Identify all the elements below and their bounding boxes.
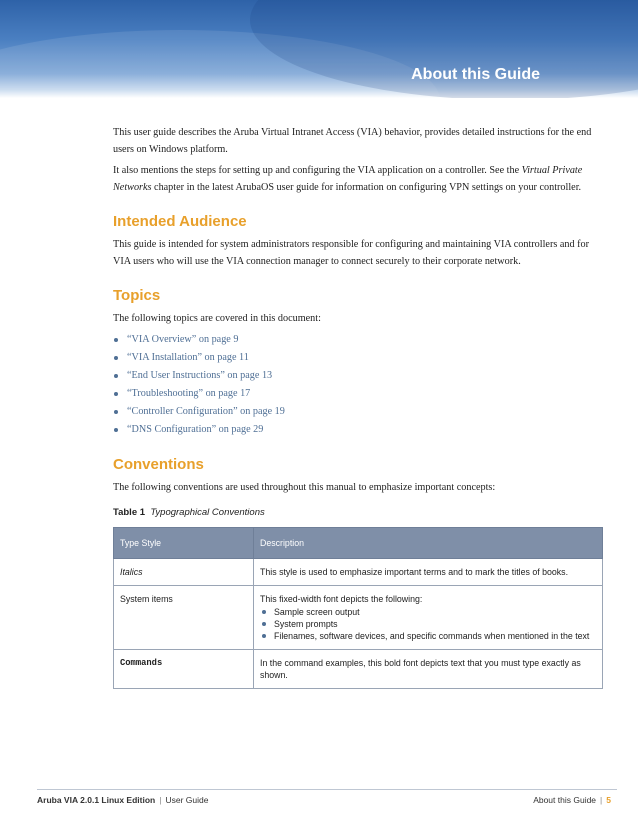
bullet-icon: [114, 410, 118, 414]
topics-list: [113, 331, 607, 439]
section-heading-audience: Intended Audience: [113, 213, 247, 230]
list-item: [260, 618, 596, 630]
audience-paragraph: This guide is intended for system administrators responsible for configuring and maintaining VIA controllers and for VIA users who will use the VIA connection manager to connect securely to their corporate network.: [113, 239, 589, 267]
list-item: [260, 606, 596, 618]
topic-link-text[interactable]: “VIA Overview” on page 9: [127, 334, 239, 345]
bullet-icon: [262, 634, 266, 638]
section-heading-conventions: Conventions: [113, 456, 204, 473]
intro-paragraph: [113, 162, 607, 196]
table-cell-description: This style is used to emphasize important terms and to mark the titles of books.: [254, 559, 603, 586]
main-content: [113, 124, 607, 689]
table-caption-label: Table 1: [113, 507, 146, 518]
bullet-icon: [262, 610, 266, 614]
table-cell-style: Commands: [114, 650, 254, 689]
description-text: This fixed-width font depicts the following:: [260, 594, 423, 604]
page-title: About this Guide: [411, 66, 540, 83]
list-item-text: Filenames, software devices, and specific commands when mentioned in the text: [274, 631, 590, 641]
intro-text: chapter in the latest ArubaOS user guide for information on configuring VPN settings on your controller.: [151, 182, 582, 193]
table-cell-style: Italics: [114, 559, 254, 586]
table-cell-description: [254, 586, 603, 650]
footer-separator: |: [600, 795, 603, 805]
topic-link-text[interactable]: “DNS Configuration” on page 29: [127, 424, 264, 435]
topic-link-text[interactable]: “VIA Installation” on page 11: [127, 352, 249, 363]
intro-text: It also mentions the steps for setting up and configuring the VIA application on a controller. See the: [113, 165, 522, 176]
footer-left: [37, 795, 208, 805]
column-header: Type Style: [114, 528, 254, 559]
conventions-table: [113, 527, 603, 689]
table-row: [114, 650, 603, 689]
topic-link-text[interactable]: “End User Instructions” on page 13: [127, 370, 273, 381]
section-heading-topics: Topics: [113, 287, 161, 304]
intro-paragraph: This user guide describes the Aruba Virtual Intranet Access (VIA) behavior, provides detailed instructions for the end users on Windows platform.: [113, 127, 592, 155]
table-row: [114, 559, 603, 586]
column-header: Description: [254, 528, 603, 559]
table-caption-title: Typographical Conventions: [150, 507, 265, 518]
list-item-text: System prompts: [274, 619, 338, 629]
bullet-icon: [114, 392, 118, 396]
footer-right: [533, 795, 611, 805]
topic-link-text[interactable]: “Controller Configuration” on page 19: [127, 406, 285, 417]
page-number: 5: [606, 795, 611, 805]
topics-lead: The following topics are covered in this document:: [113, 313, 321, 324]
topic-link[interactable]: [113, 349, 607, 367]
topic-link[interactable]: [113, 385, 607, 403]
table-caption: [113, 504, 607, 521]
book-reference: Virtual Private Networks: [113, 165, 583, 193]
bullet-icon: [262, 622, 266, 626]
conventions-lead: The following conventions are used throughout this manual to emphasize important concepts:: [113, 482, 496, 493]
table-header-row: [114, 528, 603, 559]
footer-separator: |: [159, 795, 162, 805]
topic-link[interactable]: [113, 367, 607, 385]
topic-link-text[interactable]: “Troubleshooting” on page 17: [127, 388, 251, 399]
topic-link[interactable]: [113, 331, 607, 349]
topic-link[interactable]: [113, 421, 607, 439]
bullet-icon: [114, 356, 118, 360]
table-cell-style: System items: [114, 586, 254, 650]
description-bullets: [260, 606, 596, 642]
table-row: [114, 586, 603, 650]
page-footer: [37, 789, 617, 805]
list-item-text: Sample screen output: [274, 607, 360, 617]
bullet-icon: [114, 338, 118, 342]
bullet-icon: [114, 374, 118, 378]
header-banner: [0, 0, 638, 98]
footer-product: Aruba VIA 2.0.1 Linux Edition: [37, 795, 156, 805]
footer-doc-type: User Guide: [165, 795, 209, 805]
bullet-icon: [114, 428, 118, 432]
list-item: [260, 630, 596, 642]
topic-link[interactable]: [113, 403, 607, 421]
table-cell-description: In the command examples, this bold font depicts text that you must type exactly as shown.: [254, 650, 603, 689]
footer-section: About this Guide: [533, 795, 597, 805]
